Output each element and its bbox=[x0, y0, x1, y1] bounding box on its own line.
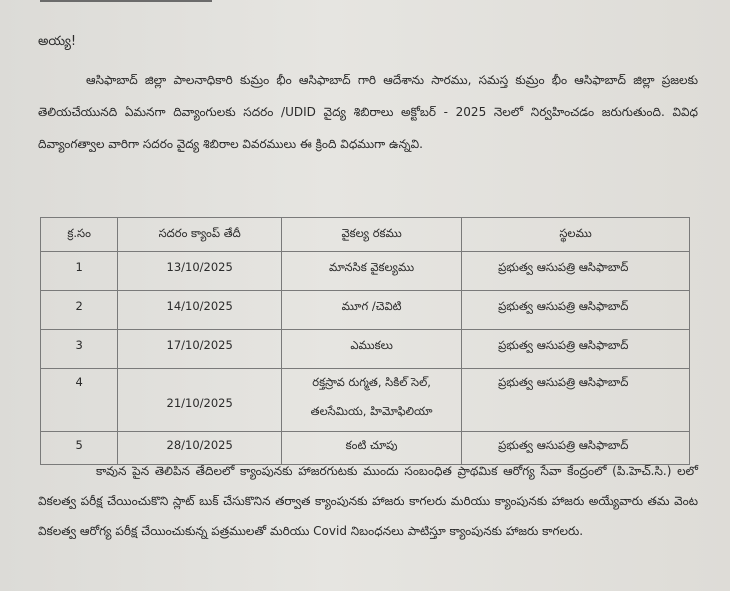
cell-serial: 1 bbox=[41, 252, 118, 291]
header-serial: క్ర.సం bbox=[41, 218, 118, 252]
camp-schedule-table bbox=[40, 217, 690, 465]
cell-type: కంటి చూపు bbox=[282, 432, 462, 465]
cell-type: ఎముకలు bbox=[282, 330, 462, 369]
cell-serial: 2 bbox=[41, 291, 118, 330]
cell-date: 13/10/2025 bbox=[118, 252, 282, 291]
cell-place: ప్రభుత్వ ఆసుపత్రి ఆసిఫాబాద్ bbox=[462, 369, 690, 432]
cell-place: ప్రభుత్వ ఆసుపత్రి ఆసిఫాబాద్ bbox=[462, 291, 690, 330]
cell-place: ప్రభుత్వ ఆసుపత్రి ఆసిఫాబాద్ bbox=[462, 432, 690, 465]
cell-type bbox=[282, 369, 462, 432]
cell-date: 21/10/2025 bbox=[118, 369, 282, 432]
header-disability-type: వైకల్య రకము bbox=[282, 218, 462, 252]
table-row bbox=[41, 369, 690, 432]
table-row bbox=[41, 291, 690, 330]
table-row bbox=[41, 330, 690, 369]
header-place: స్థలము bbox=[462, 218, 690, 252]
cell-serial: 5 bbox=[41, 432, 118, 465]
cell-serial: 4 bbox=[41, 369, 118, 432]
cell-type: మానసిక వైకల్యము bbox=[282, 252, 462, 291]
table-header-row bbox=[41, 218, 690, 252]
cell-place: ప్రభుత్వ ఆసుపత్రి ఆసిఫాబాద్ bbox=[462, 252, 690, 291]
cell-date: 14/10/2025 bbox=[118, 291, 282, 330]
cell-type-line1: రక్తస్రావ రుగ్మత, సికిల్ సెల్, bbox=[312, 375, 431, 389]
table-row bbox=[41, 252, 690, 291]
closing-paragraph bbox=[38, 456, 698, 546]
cell-place: ప్రభుత్వ ఆసుపత్రి ఆసిఫాబాద్ bbox=[462, 330, 690, 369]
cell-type: మూగ /చెవిటి bbox=[282, 291, 462, 330]
header-camp-date: సదరం క్యాంప్ తేదీ bbox=[118, 218, 282, 252]
top-divider bbox=[40, 0, 212, 2]
salutation: అయ్య! bbox=[38, 34, 77, 49]
cell-date: 17/10/2025 bbox=[118, 330, 282, 369]
closing-text: కావున పైన తెలిపిన తేదిలలో క్యాంపునకు హాజరగుటకు ముందు సంబంధిత ప్రాథమిక ఆరోగ్య సేవా కేంద్రంలో (పి.హెచ్.సి.) లలో వికలత్వ పరీక్ష చేయించుకొని స్లాట్ బుక్ చేసుకొనిన తర్వాత క్యాంపునకు హాజరు కాగలరు మరియు క్యాంపునకు హాజరు అయ్యేవారు తమ వెంట వికలత్వ ఆరోగ్య పరీక్ష చేయించుకున్న పత్రములతో మరియు Covid నిబంధనలు పాటిస్తూ క్యాంపునకు హాజరు కాగలరు. bbox=[38, 464, 698, 538]
intro-paragraph bbox=[38, 64, 698, 160]
cell-date: 28/10/2025 bbox=[118, 432, 282, 465]
cell-type-line2: తలసేమియ, హిమోఫిలియా bbox=[310, 404, 433, 418]
intro-text: ఆసిఫాబాద్ జిల్లా పాలనాధికారి కుమ్రం భీం ఆసిఫాబాద్ గారి ఆదేశాను సారము, సమస్త కుమ్రం భీం ఆసిఫాబాద్ జిల్లా ప్రజలకు తెలియచేయునది ఏమనగా దివ్యాంగులకు సదరం /UDID వైద్య శిబిరాలు అక్టోబర్ - 2025 నెలలో నిర్వహించడం జరుగుతుంది. వివిధ దివ్యాంగత్వాల వారిగా సదరం వైద్య శిబిరాల వివరములు ఈ క్రింది విధముగా ఉన్నవి. bbox=[38, 73, 698, 151]
cell-serial: 3 bbox=[41, 330, 118, 369]
